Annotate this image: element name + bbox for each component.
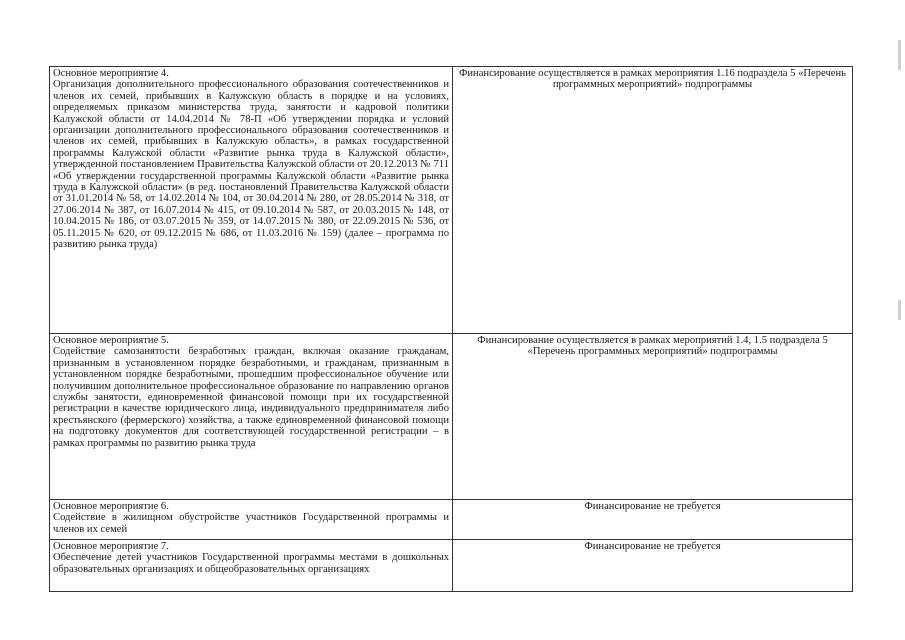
table-row bbox=[50, 500, 853, 540]
measure-heading: Основное мероприятие 6. bbox=[53, 501, 169, 512]
measure-heading: Основное мероприятие 5. bbox=[53, 335, 169, 346]
scan-edge-mark bbox=[898, 40, 901, 70]
measure-description-cell bbox=[50, 540, 453, 592]
financing-cell bbox=[453, 540, 853, 592]
scan-edge-mark bbox=[898, 300, 901, 320]
measure-text: Содействие в жилищном обустройстве участников Государственной программы и членов их семей bbox=[53, 512, 449, 535]
table-row bbox=[50, 540, 853, 592]
financing-cell bbox=[453, 500, 853, 540]
measure-text: Обеспечение детей участников Государственной программы местами в дошкольных образовательных организациях и общеобразовательных организациях bbox=[53, 552, 449, 575]
measures-table bbox=[49, 66, 853, 592]
measure-description-cell bbox=[50, 500, 453, 540]
financing-cell bbox=[453, 67, 853, 334]
financing-text: Финансирование не требуется bbox=[584, 541, 721, 552]
measure-description-cell bbox=[50, 67, 453, 334]
financing-text: Финансирование осуществляется в рамках мероприятий 1.4, 1.5 подраздела 5 «Перечень программных мероприятий» подпрограммы bbox=[477, 335, 828, 358]
financing-text: Финансирование не требуется bbox=[584, 501, 721, 512]
financing-cell bbox=[453, 334, 853, 500]
measure-text: Организация дополнительного профессионального образования соотечественников и членов их семей, прибывших в Калужскую область в порядке и на условиях, определяемых приказом министерства труда, занятости и кадровой политики Калужской области от 14.04.2014 № 78-П «Об утверждении порядка и условий организации дополнительного профессионального образования соотечественников и членов их семей, прибывших в Калужскую область», в рамках государственной программы Калужской области «Развитие рынка труда в Калужской области», утвержденной постановлением Правительства Калужской области от 20.12.2013 № 711 «Об утверждении государственной программы Калужской области «Развитие рынка труда в Калужской области» (в ред. постановлений Правительства Калужской области от 31.01.2014 № 58, от 14.02.2014 № 104, от 30.04.2014 № 280, от 28.05.2014 № 318, от 27.06.2014 № 387, от 16.07.2014 № 415, от 09.10.2014 № 587, от 20.03.2015 № 148, от 10.04.2015 № 186, от 03.07.2015 № 359, от 14.07.2015 № 380, от 22.09.2015 № 536, от 05.11.2015 № 620, от 09.12.2015 № 686, от 11.03.2016 № 159) (далее – программа по развитию рынка труда) bbox=[53, 79, 449, 251]
measure-heading: Основное мероприятие 7. bbox=[53, 541, 169, 552]
table-row bbox=[50, 334, 853, 500]
table-row bbox=[50, 67, 853, 334]
measure-heading: Основное мероприятие 4. bbox=[53, 68, 169, 79]
measure-description-cell bbox=[50, 334, 453, 500]
financing-text: Финансирование осуществляется в рамках мероприятия 1.16 подраздела 5 «Перечень программных мероприятий» подпрограммы bbox=[458, 68, 846, 91]
measure-text: Содействие самозанятости безработных граждан, включая оказание гражданам, признанным в установленном порядке безработными, и гражданам, признанным в установленном порядке безработными, прошедшим профессиональное обучение или получившим дополнительное профессиональное образование по направлению органов службы занятости, единовременной финансовой помощи при их государственной регистрации в качестве юридического лица, индивидуального предпринимателя либо крестьянского (фермерского) хозяйства, а также единовременной финансовой помощи на подготовку документов для соответствующей государственной регистрации – в рамках программы по развитию рынка труда bbox=[53, 346, 449, 449]
